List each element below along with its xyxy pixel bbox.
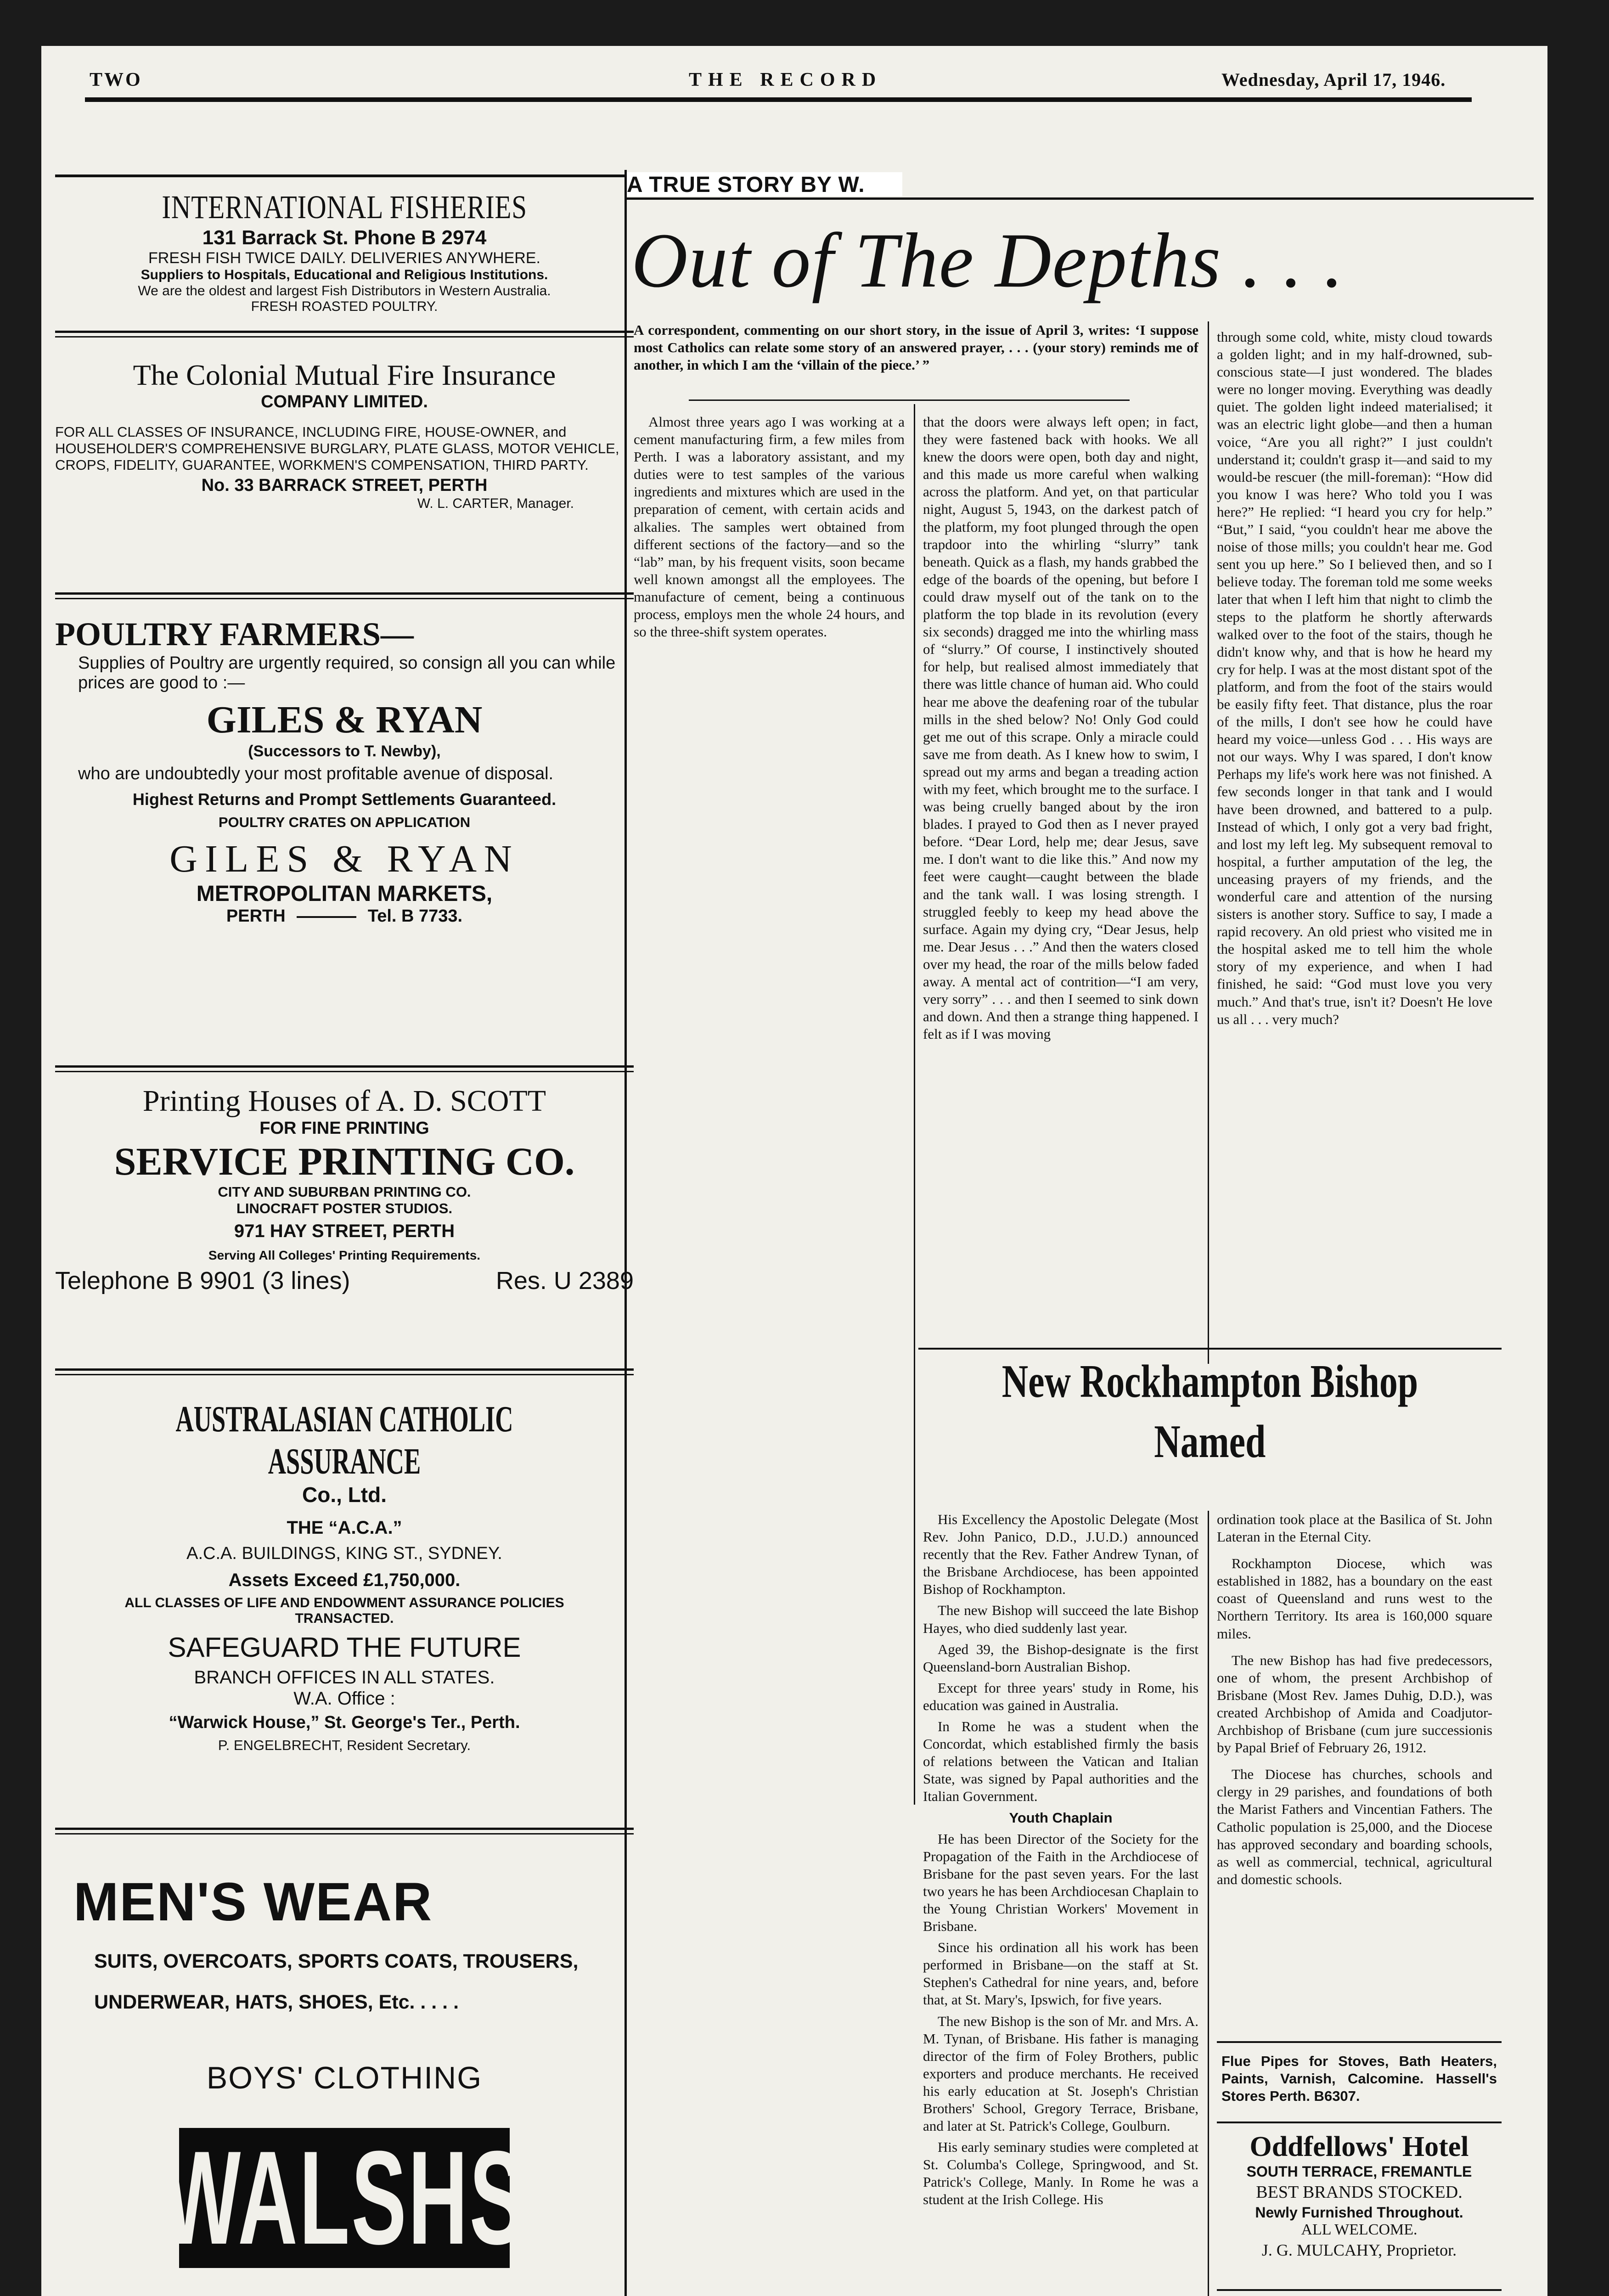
ad-rule bbox=[55, 1065, 634, 1068]
ad-rule bbox=[55, 1828, 634, 1830]
assurance-secretary: P. ENGELBRECHT, Resident Secretary. bbox=[218, 1737, 471, 1754]
ad-flue-pipes: Flue Pipes for Stoves, Bath Heaters, Paints, Varnish, Calcomine. Hassell's Stores Perth. B6307. bbox=[1221, 2053, 1497, 2104]
advertisements-column bbox=[55, 174, 634, 2296]
walshs-logo: WALSHS bbox=[163, 2123, 526, 2273]
menswear-boys: BOYS' CLOTHING bbox=[206, 2060, 483, 2095]
bishop-para: Rockhampton Diocese, which was established in 1882, has a boundary on the east coast of Queensland and runs west to the Northern Territory. Its area is 160,000 square miles. bbox=[1217, 1555, 1492, 1642]
bishop-para: Except for three years' study in Rome, his education was gained in Australia. bbox=[923, 1679, 1198, 1713]
menswear-line2: UNDERWEAR, HATS, SHOES, Etc. . . . . bbox=[94, 1991, 459, 2014]
fisheries-line2: Suppliers to Hospitals, Educational and Religious Institutions. bbox=[141, 267, 548, 283]
assurance-house: “Warwick House,” St. George's Ter., Perth. bbox=[169, 1712, 520, 1732]
bishop-para: He has been Director of the Society for the Propagation of the Faith in the Archdiocese of Brisbane for the past seven years. For the last two years he has been Archdiocesan Chaplain to the Young Christian Workers' Movement in Brisbane. bbox=[923, 1830, 1199, 1935]
printing-address: 971 HAY STREET, PERTH bbox=[234, 1221, 455, 1241]
fisheries-line1: FRESH FISH TWICE DAILY. DELIVERIES ANYWHERE. bbox=[148, 249, 540, 267]
assurance-co: Co., Ltd. bbox=[302, 1483, 387, 1507]
ad-giles-ryan bbox=[55, 615, 634, 927]
ad-rule bbox=[55, 598, 634, 599]
bishop-para: His early seminary studies were completed at St. Columba's College, Springwood, and St. Patrick's College, Manly. In Rome he was a student at the Irish College. His bbox=[923, 2139, 1198, 2208]
story-kicker: A TRUE STORY BY W. bbox=[627, 173, 865, 197]
walshs-logo-box bbox=[163, 2123, 526, 2273]
ad-rule bbox=[55, 336, 634, 338]
column-rule bbox=[914, 404, 915, 1805]
page-number: TWO bbox=[90, 69, 142, 90]
colonial-sub: COMPANY LIMITED. bbox=[261, 392, 428, 411]
ad-rule bbox=[1217, 2122, 1502, 2123]
poultry-crates: POULTRY CRATES ON APPLICATION bbox=[218, 814, 471, 830]
assurance-wa: W.A. Office : bbox=[293, 1688, 395, 1709]
ad-service-printing bbox=[55, 1084, 634, 1295]
ad-international-fisheries bbox=[55, 188, 634, 315]
masthead-rule bbox=[85, 97, 1472, 102]
bishop-para: The new Bishop is the son of Mr. and Mrs. A. M. Tynan, of Brisbane. His father is managing director of the firm of Foley Brothers, public exporters and produce merchants. He received his early education at St. Joseph's Christian Brothers' School, Gregory Terrace, Brisbane, and later at St. Patrick's College, Goulburn. bbox=[923, 2013, 1198, 2134]
printing-line5: Serving All Colleges' Printing Requirements. bbox=[208, 1248, 481, 1262]
issue-date: Wednesday, April 17, 1946. bbox=[1221, 69, 1446, 90]
story-intro: A correspondent, commenting on our short story, in the issue of April 3, writes: ‘I suppose most Catholics can relate some story of an answered prayer, . . . (your story) reminds me of another, in which I am the ‘villain of the piece.’ ” bbox=[634, 322, 1198, 373]
bishop-para: Since his ordination all his work has been performed in Brisbane—on the staff at St. Stephen's Cathedral for nine years, and, before that, at St. Mary's, Ipswich, for five years. bbox=[923, 1939, 1198, 2008]
paper-name: THE RECORD bbox=[689, 69, 883, 90]
bishop-rule bbox=[918, 1348, 1502, 1350]
bishop-column-b bbox=[1217, 1511, 1492, 1892]
bishop-para: His Excellency the Apostolic Delegate (Most Rev. John Panico, D.D., J.U.D.) announced recently that the Rev. Father Andrew Tynan, of the Brisbane Archdiocese, has been appointed Bishop of Rockhampton. bbox=[923, 1511, 1198, 1598]
bishop-para: Aged 39, the Bishop-designate is the first Queensland-born Australian Bishop. bbox=[923, 1641, 1198, 1675]
ad-rule bbox=[55, 1374, 634, 1375]
column-rule bbox=[1208, 321, 1209, 1364]
fisheries-line3: We are the oldest and largest Fish Distributors in Western Australia. bbox=[138, 283, 551, 298]
story-column-3 bbox=[1217, 328, 1492, 1032]
poultry-desc: who are undoubtedly your most profitable avenue of disposal. bbox=[78, 764, 554, 783]
story-col1-para: Almost three years ago I was working at a cement manufacturing firm, a few miles from Perth. I was a laboratory assistant, and my duties were to test samples of the various ingredients and mixtures which are used in the preparation of cement, with certain acids and alkalies. The samples wert obtained from different sections of the factory—and so the “lab” man, by his frequent visits, soon became well known amongst all the employees. The manufacture of cement, being a continuous process, employs men the whole 24 hours, and so the three-shift system operates. bbox=[634, 414, 905, 640]
printing-line2: FOR FINE PRINTING bbox=[259, 1118, 429, 1138]
fisheries-line4: FRESH ROASTED POULTRY. bbox=[251, 299, 438, 315]
ad-catholic-assurance bbox=[55, 1398, 634, 1754]
poultry-intro: Supplies of Poultry are urgently required, so consign all you can while prices are good to :— bbox=[78, 653, 616, 693]
printing-line4: LINOCRAFT POSTER STUDIOS. bbox=[236, 1200, 453, 1217]
printing-line3: CITY AND SUBURBAN PRINTING CO. bbox=[218, 1184, 471, 1200]
oddfellows-welcome: ALL WELCOME. bbox=[1301, 2221, 1418, 2238]
colonial-body: FOR ALL CLASSES OF INSURANCE, INCLUDING FIRE, HOUSE-OWNER, and HOUSEHOLDER'S COMPREHENSIVE BURGLARY, PLATE GLASS, MOTOR VEHICLE, CROPS, FIDELITY, GUARANTEE, WORKMEN'S COMPENSATION, THIRD PARTY. bbox=[55, 424, 619, 473]
story-col3-para: through some cold, white, misty cloud towards a golden light; and in my half-drowned, sub-conscious state—I just wondered. The blades were no longer moving. Everything was deadly quiet. The golden light indeed materialised; it was an electric light globe—and then a human voice, “Are you all right?” I just couldn't understand it; couldn't grasp it—and said to my would-be rescuer (the mill-foreman): “How did you know I was here? Who told you I was here?” He replied: “I heard you cry for help.” “But,” I said, “you couldn't hear me above the noise of those mills; you couldn't hear me. God sent you up here.” So I believed then, and so I believe today. The foreman told me some weeks later that when I left him that night to climb the steps to the platform he shortly afterwards walked over to the foot of the stairs, though he didn't know why, and that is how he heard my cry for help. I was at the most distant spot of the platform, and from the foot of the stairs would be easily fifty feet. That distance, plus the roar of the mills, I don't see how he could have heard my voice—unless God . . . His ways are not our ways. Why I was spared, I don't know Perhaps my life's work here was not finished. A few seconds longer in that tank and I would have been drowned, and battered to a pulp. Instead of which, I only got a very bad fright, and lost my left leg. My subsequent removal to hospital, a further amputation of the leg, the unceasing prayers of my friends, and the wonderful care and attention of the nursing sisters is another story. Suffice to say, I made a rapid recovery. An old priest who visited me in the hospital asked me to tell him the whole story of my experience, and when I had finished, he said: “God must love you very much.” And that's true, isn't it? Doesn't He love us all . . . very much? bbox=[1217, 329, 1492, 1027]
bishop-para: ordination took place at the Basilica of St. John Lateran in the Eternal City. bbox=[1217, 1511, 1492, 1545]
ad-colonial-mutual bbox=[55, 358, 634, 512]
bishop-column-a bbox=[923, 1511, 1198, 2212]
story-title: Out of The Depths . . . bbox=[631, 217, 1345, 304]
printing-line1: Printing Houses of A. D. SCOTT bbox=[142, 1084, 546, 1118]
ad-rule bbox=[55, 1833, 634, 1835]
assurance-classes: ALL CLASSES OF LIFE AND ENDOWMENT ASSURANCE POLICIES TRANSACTED. bbox=[124, 1595, 564, 1626]
colonial-address: No. 33 BARRACK STREET, PERTH bbox=[201, 476, 488, 495]
oddfellows-name: Oddfellows' Hotel bbox=[1249, 2131, 1469, 2162]
fisheries-name: INTERNATIONAL FISHERIES bbox=[162, 189, 527, 225]
ad-walshs bbox=[55, 1871, 634, 2296]
bishop-para: The new Bishop will succeed the late Bishop Hayes, who died suddenly last year. bbox=[923, 1602, 1198, 1636]
assurance-name: AUSTRALASIAN CATHOLIC ASSURANCE bbox=[175, 1399, 513, 1482]
oddfellows-brands: BEST BRANDS STOCKED. bbox=[1256, 2183, 1463, 2202]
assurance-safeguard: SAFEGUARD THE FUTURE bbox=[168, 1632, 521, 1663]
bishop-para: In Rome he was a student when the Concordat, which established firmly the basis of relations between the Vatican and Italian State, was signed by Papal authorities and the Italian Government. bbox=[923, 1718, 1198, 1805]
poultry-firm: GILES & RYAN bbox=[206, 698, 483, 742]
bishop-subhead: Youth Chaplain bbox=[1009, 1809, 1113, 1826]
ad-rule bbox=[1217, 2289, 1502, 2291]
assurance-aca: THE “A.C.A.” bbox=[287, 1517, 402, 1538]
ad-rule bbox=[55, 174, 634, 177]
ad-rule bbox=[55, 331, 634, 333]
assurance-address: A.C.A. BUILDINGS, KING ST., SYDNEY. bbox=[186, 1543, 502, 1563]
column-rule bbox=[1208, 1511, 1209, 2296]
ad-rule bbox=[55, 1071, 634, 1072]
poultry-contact bbox=[55, 906, 634, 927]
bishop-para: The Diocese has churches, schools and clergy in 29 parishes, and foundations of both the Marist Fathers and Vincentian Fathers. The Catholic population is 25,000, and the Diocese has approved secondary and boarding schools, as well as commercial, technical, agricultural and domestic schools. bbox=[1217, 1766, 1492, 1887]
printing-name: SERVICE PRINTING CO. bbox=[114, 1139, 575, 1183]
oddfellows-proprietor: J. G. MULCAHY, Proprietor. bbox=[1261, 2241, 1457, 2259]
story-col2-para: that the doors were always left open; in fact, they were fastened back with hooks. We all knew the doors were open, both day and night, and this made us more careful when walking across the platform. And yet, on that particular night, August 5, 1943, on the darkest patch of the platform, my foot plunged through the open trapdoor into the whirling “slurry” tank beneath. Quick as a flash, my hands grabbed the edge of the boards of the opening, but before I could draw myself out of the tank on to the platform the top blade in its revolution (every six seconds) dragged me into the whirling mass of “slurry.” Of course, I instinctively shouted for help, but realised almost immediately that there was little chance of human aid. Who could hear me above the deafening roar of the tubular mills in the shed below? No! Only God could get me out of this scrape. Only a miracle could save me from death. As I knew how to swim, I spread out my arms and began a treading action with my feet, which brought me to the surface. I was being cruelly banged about by the iron blades. I prayed to God then as I never prayed before. “Dear Lord, help me; dear Jesus, save me. I don't want to die like this.” And now my feet were caught—caught between the blade and the tank wall. I was losing strength. I struggled feebly to keep my head above the surface. Again my dying cry, “Dear Jesus, help me. Dear Jesus . . .” And then the waters closed over my head, the roar of the mills below faded away. A mental act of contrition—“I am very, very sorry” . . . and then I seemed to sink down and down. And then a strange thing happened. I felt as if I was moving bbox=[923, 414, 1198, 1042]
ad-rule bbox=[1217, 2041, 1502, 2043]
assurance-assets: Assets Exceed £1,750,000. bbox=[228, 1570, 461, 1590]
story-kicker-box bbox=[627, 172, 902, 196]
poultry-city: PERTH bbox=[226, 906, 286, 926]
fisheries-address: 131 Barrack St. Phone B 2974 bbox=[202, 226, 487, 249]
poultry-returns: Highest Returns and Prompt Settlements Guaranteed. bbox=[132, 789, 557, 809]
ad-rule bbox=[55, 1368, 634, 1371]
poultry-firm2: GILES & RYAN bbox=[169, 837, 519, 880]
ad-oddfellows bbox=[1217, 2131, 1502, 2260]
oddfellows-furnished: Newly Furnished Throughout. bbox=[1255, 2204, 1463, 2221]
printing-res: Res. U 2389 bbox=[495, 1266, 634, 1294]
colonial-name: The Colonial Mutual Fire Insurance bbox=[133, 359, 556, 391]
bishop-headline-1: New Rockhampton Bishop bbox=[1001, 1356, 1418, 1407]
ad-rule bbox=[55, 592, 634, 595]
bishop-headline-2: Named bbox=[1154, 1416, 1266, 1468]
oddfellows-address: SOUTH TERRACE, FREMANTLE bbox=[1246, 2163, 1472, 2180]
poultry-tel: Tel. B 7733. bbox=[367, 906, 463, 926]
printing-phone: Telephone B 9901 (3 lines) bbox=[55, 1266, 350, 1294]
printing-phone-row bbox=[55, 1266, 634, 1295]
story-column-1 bbox=[634, 413, 905, 644]
bishop-headline-block bbox=[918, 1355, 1502, 1469]
poultry-successors: (Successors to T. Newby), bbox=[248, 742, 441, 760]
colonial-manager: W. L. CARTER, Manager. bbox=[417, 495, 574, 511]
menswear-line1: SUITS, OVERCOATS, SPORTS COATS, TROUSERS, bbox=[94, 1950, 579, 1972]
poultry-heading: POULTRY FARMERS— bbox=[55, 616, 414, 653]
assurance-branch: BRANCH OFFICES IN ALL STATES. bbox=[194, 1667, 495, 1688]
bishop-para: The new Bishop has had five predecessors, one of whom, the present Archbishop of Brisbane (Most Rev. James Duhig, D.D.), was created Archbishop of Amida and Coadjutor-Archbishop of Brisbane (cum jure successionis by Papal Brief of February 26, 1912. bbox=[1217, 1652, 1492, 1756]
poultry-markets: METROPOLITAN MARKETS, bbox=[196, 882, 493, 906]
story-column-2 bbox=[923, 331, 1198, 1047]
menswear-heading: MEN'S WEAR bbox=[73, 1872, 433, 1932]
story-rule bbox=[627, 197, 1534, 200]
